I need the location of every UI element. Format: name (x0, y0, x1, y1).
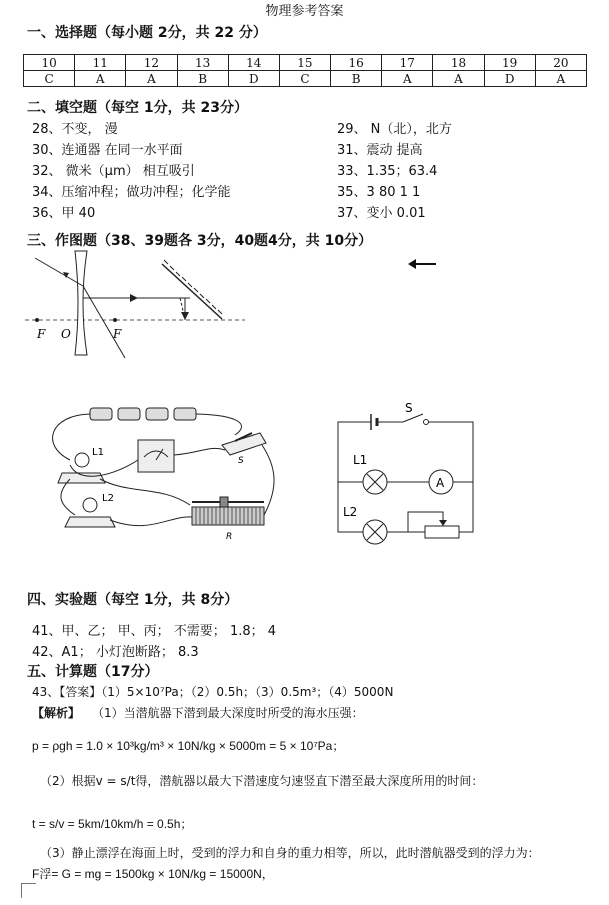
fill-answer-30: 30、连通器 在同一水平面 (32, 143, 183, 158)
fill-answer-31: 31、震动 提高 (337, 143, 423, 158)
schematic-wire (338, 422, 473, 532)
answer-table-number-row (24, 55, 587, 71)
question-number: 15 (279, 55, 330, 71)
ammeter-device (138, 440, 174, 472)
refracted-ray-1 (83, 286, 125, 358)
experiment-answer-42: 42、A1； 小灯泡断路； 8.3 (32, 645, 199, 660)
analysis-step-1: （1）当潜航器下潜到最大深度时所受的海水压强： (92, 706, 364, 720)
section-2-heading: 二、填空题（每空 1分，共 23分） (27, 100, 248, 116)
answer-cell: A (126, 71, 177, 87)
switch-contact (424, 420, 429, 425)
calc-answer-43: 43、【答案】（1）5×10⁷Pa；（2）0.5h；（3）0.5m³；（4）5000N (32, 685, 394, 699)
fill-answer-29: 29、 N（北），北方 (337, 122, 452, 137)
question-number: 20 (535, 55, 586, 71)
question-number: 19 (484, 55, 535, 71)
answer-cell: B (331, 71, 382, 87)
answer-cell: C (24, 71, 75, 87)
battery-cell-icon (146, 408, 168, 420)
fill-answer-36: 36、甲 40 (32, 206, 96, 221)
rheostat-label: R (226, 532, 233, 542)
physical-circuit-drawing (40, 405, 280, 545)
rheostat-slider (220, 497, 228, 507)
fill-answer-28: 28、不变， 漫 (32, 122, 118, 137)
schematic-l1-label: L1 (353, 453, 368, 467)
battery-cell-icon (118, 408, 140, 420)
focus-label-left: F (37, 327, 46, 341)
section-1-heading: 一、选择题（每小题 2分，共 22 分） (27, 25, 267, 41)
plane-mirror (162, 264, 222, 319)
answer-table (23, 54, 587, 87)
switch-label: S (238, 456, 244, 466)
circuit-schematic (333, 401, 478, 542)
optical-center-label: O (61, 327, 71, 341)
answer-cell: A (382, 71, 433, 87)
lamp-l1-bulb-icon (75, 453, 89, 467)
battery-cell-icon (174, 408, 196, 420)
left-arrow-icon (408, 258, 438, 270)
section-5-heading: 五、计算题（17分） (27, 664, 159, 680)
question-number: 13 (177, 55, 228, 71)
question-number: 11 (75, 55, 126, 71)
question-number: 18 (433, 55, 484, 71)
rheostat-symbol (425, 526, 459, 538)
schematic-l2-label: L2 (343, 505, 358, 519)
lamp-l2-label: L2 (102, 493, 114, 504)
answer-cell: D (228, 71, 279, 87)
wire (110, 517, 192, 526)
focus-point-right (113, 318, 117, 322)
wire (196, 414, 242, 435)
formula-buoyancy: F浮= G = mg = 1500kg × 10N/kg = 15000N， (32, 867, 274, 881)
plane-mirror-diagram (140, 264, 240, 334)
question-number: 10 (24, 55, 75, 71)
section-3-heading: 三、作图题（38、39题各 3分，40题4分，共 10分） (27, 233, 373, 249)
answer-cell: A (433, 71, 484, 87)
formula-pressure: p = ρgh = 1.0 × 10³kg/m³ × 10N/kg × 5000m = 5 × 10⁷Pa； (32, 739, 345, 753)
focus-point-left (35, 318, 39, 322)
concave-lens (75, 251, 87, 355)
mirror-hatch (164, 260, 222, 314)
lamp-l2-base (65, 517, 115, 527)
ammeter-label: A (436, 476, 445, 490)
section-4-heading: 四、实验题（每空 1分，共 8分） (27, 592, 239, 608)
question-number: 12 (126, 55, 177, 71)
answer-cell: A (535, 71, 586, 87)
question-number: 17 (382, 55, 433, 71)
page-corner-mark (21, 883, 36, 898)
focus-label-right: F (113, 327, 122, 341)
schematic-switch (403, 414, 423, 422)
answer-table-answer-row (24, 71, 587, 87)
slider-arrow-icon (439, 520, 447, 526)
battery-cell-icon (90, 408, 112, 420)
wire (262, 445, 274, 515)
lamp-l2-bulb-icon (83, 498, 97, 512)
document-title: 物理参考答案 (265, 4, 344, 19)
answer-cell: C (279, 71, 330, 87)
analysis-step-3: （3）静止漂浮在海面上时，受到的浮力和自身的重力相等，所以，此时潜航器受到的浮力为： (40, 846, 540, 860)
fill-answer-34: 34、压缩冲程；做功冲程；化学能 (32, 185, 231, 200)
answer-cell: B (177, 71, 228, 87)
analysis-label: 【解析】 (32, 706, 81, 720)
answer-cell: A (75, 71, 126, 87)
fill-answer-37: 37、变小 0.01 (337, 206, 426, 221)
fill-answer-35: 35、3 80 1 1 (337, 185, 421, 200)
formula-time: t = s/v = 5km/10km/h = 0.5h； (32, 817, 193, 831)
lamp-l1-label: L1 (92, 447, 104, 458)
analysis-step-2: （2）根据v = s/t得，潜航器以最大下潜速度匀速竖直下潜至最大深度所用的时间： (40, 774, 484, 788)
ray-arrow-icon (130, 294, 138, 302)
question-number: 14 (228, 55, 279, 71)
experiment-answer-41: 41、甲、乙； 甲、丙； 不需要； 1.8； 4 (32, 624, 277, 639)
wire (61, 479, 75, 515)
schematic-switch-label: S (405, 401, 413, 415)
fill-answer-33: 33、1.35；63.4 (337, 164, 438, 179)
question-number: 16 (331, 55, 382, 71)
fill-answer-32: 32、 微米（μm） 相互吸引 (32, 164, 195, 179)
answer-cell: D (484, 71, 535, 87)
wire (174, 448, 225, 455)
reflected-arrow-icon (181, 312, 189, 320)
